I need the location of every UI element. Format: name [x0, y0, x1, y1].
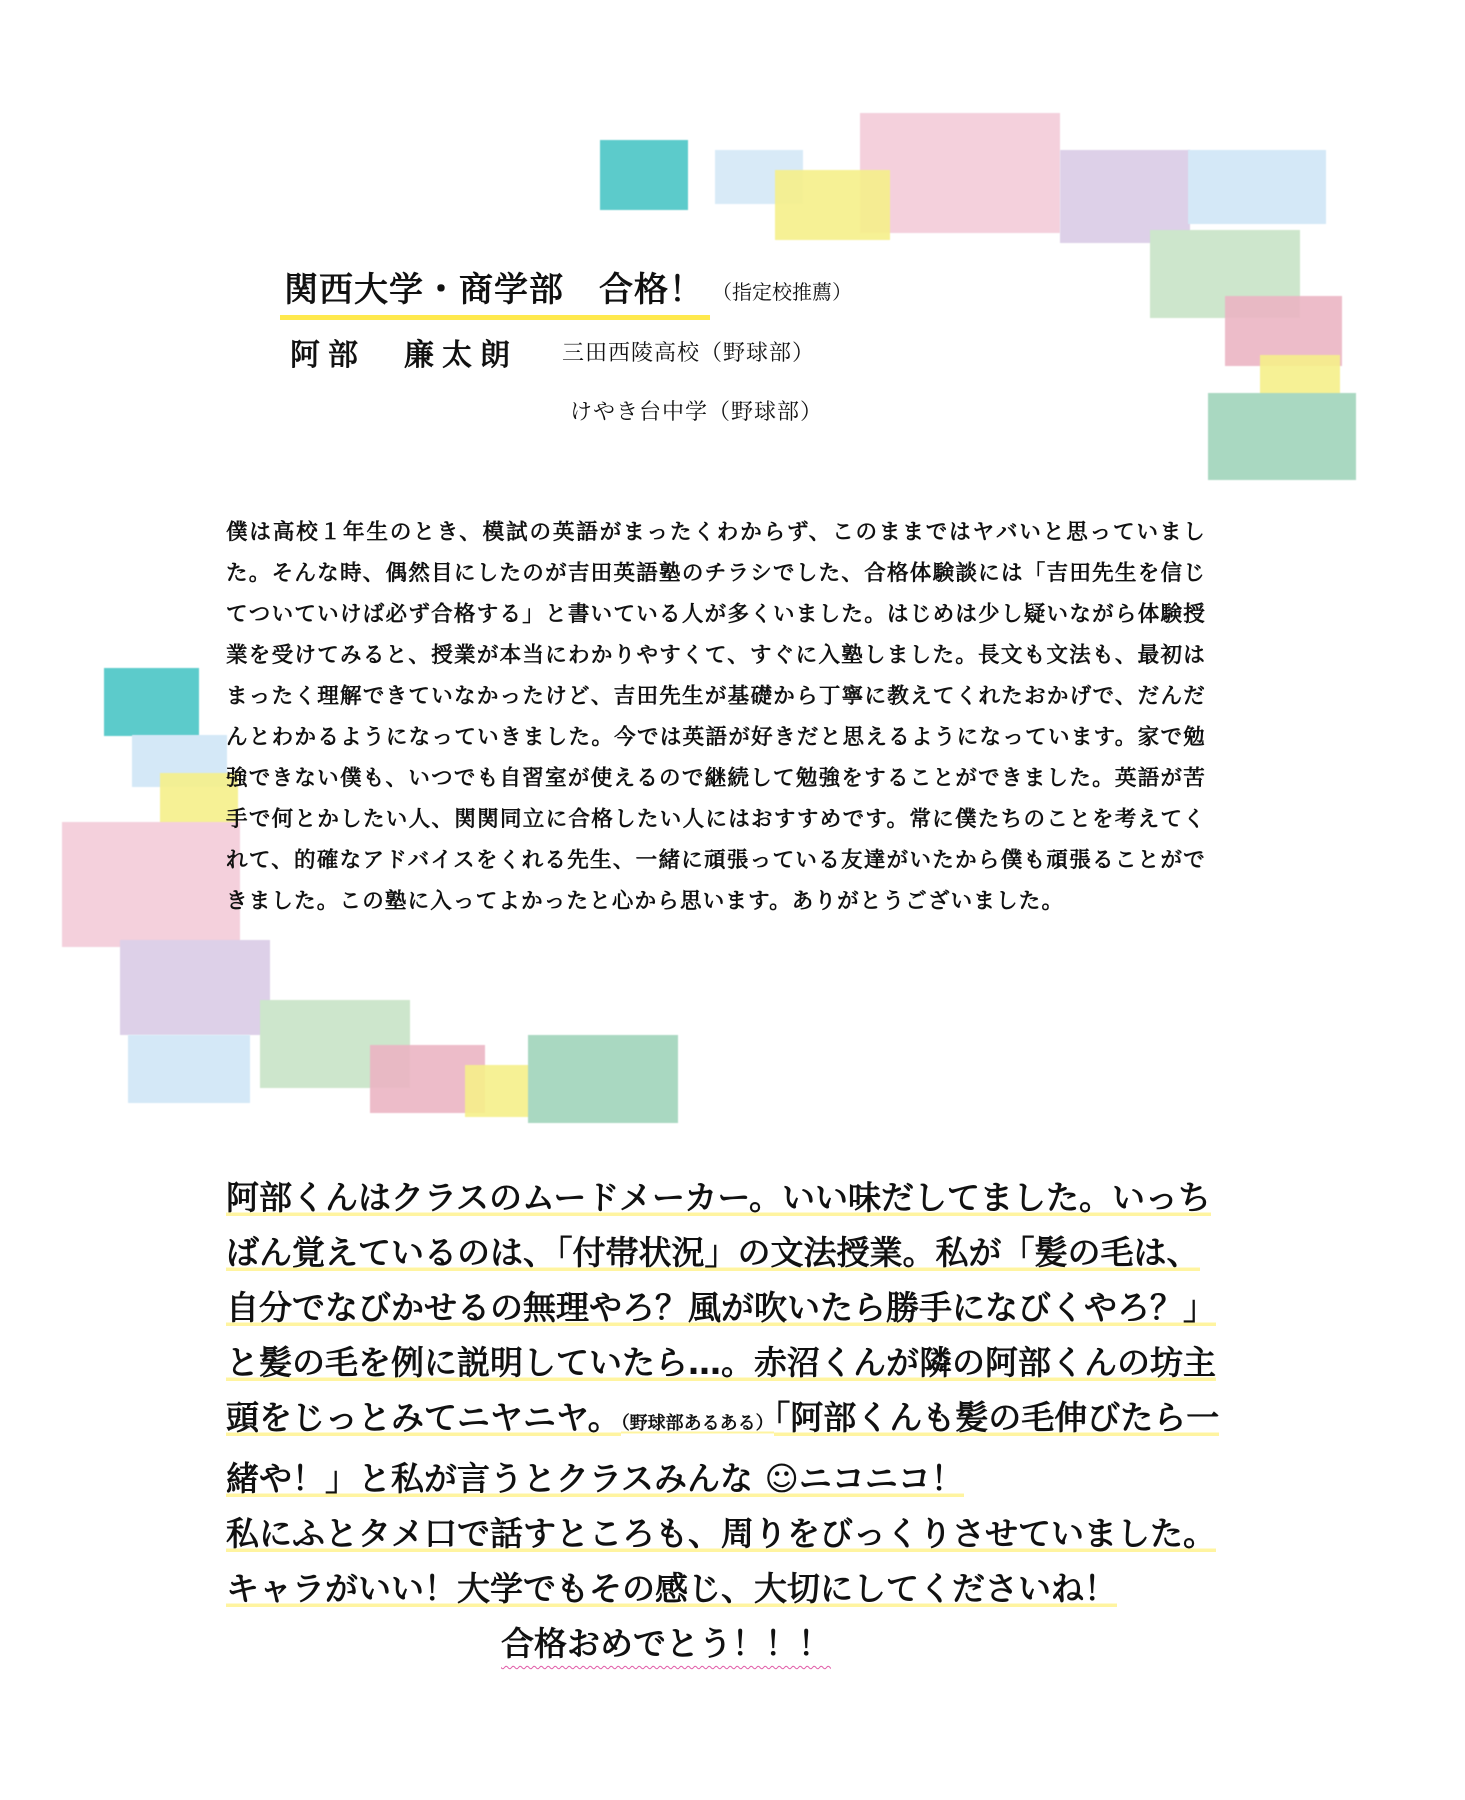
decor-patch [1208, 393, 1356, 480]
comment-line2: 私にふとタメ口で話すところも、周りをびっくりさせていました。 [226, 1514, 1216, 1553]
comment-line3: キャラがいい！大学でもその感じ、大切にしてくださいね！ [226, 1569, 1117, 1608]
recommendation-note: （指定校推薦） [712, 280, 852, 304]
decor-patch [128, 1035, 250, 1103]
essay-body: 僕は高校１年生のとき、模試の英語がまったくわからず、このままではヤバいと思っていました。そんな時、偶然目にしたのが吉田英語塾のチラシでした、合格体験談には「吉田先生を信じてついていけば必ず合格する」と書いている人が多くいました。はじめは少し疑いながら体験授業を受けてみると、授業が本当にわかりやすくて、すぐに入塾しました。長文も文法も、最初はまったく理解できていなかったけど、吉田先生が基礎から丁寧に教えてくれたおかげで、だんだんとわかるようになっていきました。今では英語が好きだと思えるようになっています。家で勉強できない僕も、いつでも自習室が使えるので継続して勉強をすることができました。英語が苦手で何とかしたい人、関関同立に合格したい人にはおすすめです。常に僕たちのことを考えてくれて、的確なアドバイスをくれる先生、一緒に頑張っている友達がいたから僕も頑張ることができました。この塾に入ってよかったと心から思います。ありがとうございました。 [226, 520, 1206, 914]
decor-patch [528, 1035, 678, 1123]
headline: 関西大学・商学部 合格！ [280, 262, 710, 320]
decor-patch [104, 668, 199, 736]
comment-part1: 阿部くんはクラスのムードメーカー。いい味だしてました。いっちばん覚えているのは、「付帯状況」の文法授業。私が「髪の毛は、自分でなびかせるの無理やろ？風が吹いたら勝手になびくやろ？」と髪の毛を例に説明していたら…。赤沼くんが隣の阿部くんの坊主頭をじっとみてニヤニヤ。 [226, 1178, 1216, 1437]
decor-patch [1188, 150, 1326, 224]
junior-high-school: けやき台中学（野球部） [570, 400, 824, 425]
comment-part2: 「阿部くんも髪の毛伸びたら一緒や！」と私が言うとクラスみんな ☺ニコニコ！ [226, 1398, 1220, 1498]
comment-aside: （野球部あるある） [620, 1413, 774, 1434]
teacher-comment [226, 1170, 1226, 1671]
decor-patch [600, 140, 688, 210]
high-school: 三田西陵高校（野球部） [562, 341, 816, 366]
student-name: 阿部 廉太朗 [290, 338, 518, 373]
decor-patch [860, 113, 1060, 233]
decor-patch [120, 940, 270, 1035]
decor-patch [775, 170, 890, 240]
congratulations: 合格おめでとう！！！ [501, 1624, 831, 1663]
decor-patch [62, 822, 240, 947]
